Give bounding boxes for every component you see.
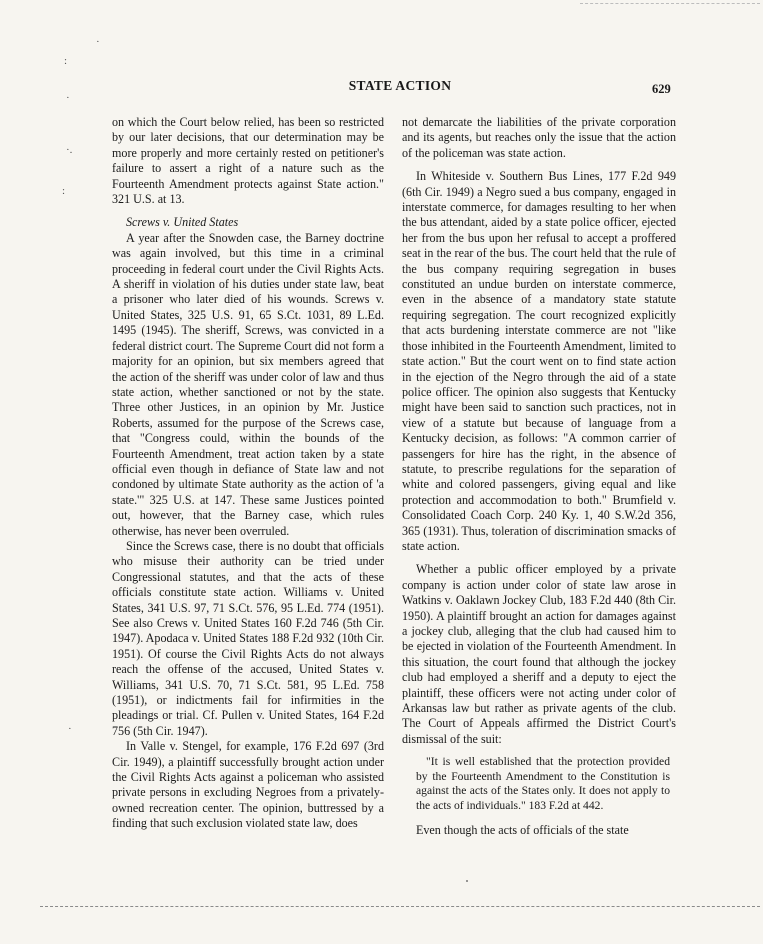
margin-dot: · [96, 36, 100, 48]
left-column [112, 115, 384, 832]
right-column [402, 115, 676, 838]
paragraph: on which the Court below relied, has been so restricted by our later decisions, that our determination may be more properly and more certainly rested on petitioner's failure to assert a right of a nature such as the Fourteenth Amendment protects against State action." 321 U.S. at 13. [112, 115, 384, 207]
margin-dot: · [68, 723, 72, 735]
paragraph: Whether a public officer employed by a private company is action under color of state law arose in Watkins v. Oaklawn Jockey Club, 183 F.2d 440 (8th Cir. 1950). A plaintiff brought an action for damages against a jockey club, alleging that the club had caused him to be ejected in violation of the Fourteenth Amendment. In this situation, the court found that although the jockey club had employed a sheriff and a deputy to eject the plaintiff, these officers were not acting under color of Arkansas law but rather as private agents of the club. The Court of Appeals affirmed the District Court's dismissal of the suit: [402, 562, 676, 746]
paragraph: In Whiteside v. Southern Bus Lines, 177 F.2d 949 (6th Cir. 1949) a Negro sued a bus company, engaged in interstate commerce, for damages resulting to her when the bus attendant, aided by a state police officer, ejected her from the bus upon her refusal to accept a proffered seat in the rear of the bus. The court held that the rule of the bus company requiring segregation in buses constituted an undue burden on interstate commerce, even in the absence of a mandatory state statute requiring segregation. The court recognized explicitly that acts burdening interstate commerce are not "like those inhibited in the Fourteenth Amendment, limited to state action." But the court went on to find state action in the ejection of the Negro through the aid of a state police officer. The opinion also suggests that Kentucky might have been said to sanction such practices, not in view of a statute but because of language from a Kentucky decision, as follows: "A common carrier of passengers for hire has the right, in the absence of statute, to prescribe regulations for the separation of white and colored passengers, giving equal and like protection and accommodation to both." Brumfield v. Consolidated Coach Corp. 240 Ky. 1, 40 S.W.2d 356, 365 (1931). Thus, toleration of discrimination smacks of state action. [402, 169, 676, 553]
block-quote [416, 755, 670, 813]
paragraph: Even though the acts of officials of the state [416, 822, 629, 837]
margin-mark-2: : [62, 185, 66, 197]
running-header-title: STATE ACTION [348, 78, 452, 93]
scan-speck [466, 880, 468, 882]
paragraph: In Valle v. Stengel, for example, 176 F.2d 697 (3rd Cir. 1949), a plaintiff successfully brought action under the Civil Rights Acts against a policeman who assisted private persons in excluding Negroes from a privately-owned recreation center. The opinion, buttressed by a finding that such exclusion violated state law, does [112, 739, 384, 831]
top-scan-rule [580, 3, 760, 4]
margin-dot: · [66, 92, 70, 104]
paragraph: Since the Screws case, there is no doubt that officials who misuse their authority can be tried under Congressional statutes, and that the acts of these officials constitute state action. Williams v. United States, 341 U.S. 97, 71 S.Ct. 576, 95 L.Ed. 774 (1951). See also Crews v. United States 160 F.2d 746 (5th Cir. 1947). Apodaca v. United States 188 F.2d 932 (10th Cir. 1951). Of course the Civil Rights Acts do not always reach the offense of the accused, United States v. Williams, 341 U.S. 70, 71 S.Ct. 581, 95 L.Ed. 758 (1951), or indictments fail for infirmities in the pleadings or trial. Cf. Pullen v. United States, 164 F.2d 756 (5th Cir. 1947). [112, 538, 384, 738]
margin-dot: ·. [66, 144, 73, 156]
margin-mark-1: : [64, 55, 68, 67]
paragraph: A year after the Snowden case, the Barney doctrine was again involved, but this time in a criminal proceeding in federal court under the Civil Rights Acts. A sheriff in violation of his duties under state law, beat a prisoner who later died of his wounds. Screws v. United States, 325 U.S. 91, 65 S.Ct. 1031, 89 L.Ed. 1495 (1945). The sheriff, Screws, was convicted in a federal district court. The Supreme Court did not form a majority for an opinion, but six members agreed that the action of the sheriff was under color of law and thus state action, whether sanctioned or not by the state. Three other Justices, in an opinion by Mr. Justice Roberts, assumed for the purpose of the Screws case, that "Congress could, within the bounds of the Fourteenth Amendment, treat action taken by a state official even though in defiance of State law and not condoned by ultimate State authority as the action of 'a state.'" 325 U.S. at 147. These same Justices pointed out, however, that the Barney case, which rules otherwise, has never been overruled. [112, 230, 384, 538]
bottom-scan-rule [40, 906, 760, 907]
page-number: 629 [652, 82, 671, 96]
quote-text: "It is well established that the protection provided by the Fourteenth Amendment to the Constitution is against the acts of the States only. It does not apply to the acts of individuals." 183 F.2d at 442. [416, 755, 670, 813]
section-subheading: Screws v. United States [126, 215, 239, 230]
paragraph: not demarcate the liabilities of the private corporation and its agents, but reaches only the issue that the action of the policeman was state action. [402, 115, 676, 160]
